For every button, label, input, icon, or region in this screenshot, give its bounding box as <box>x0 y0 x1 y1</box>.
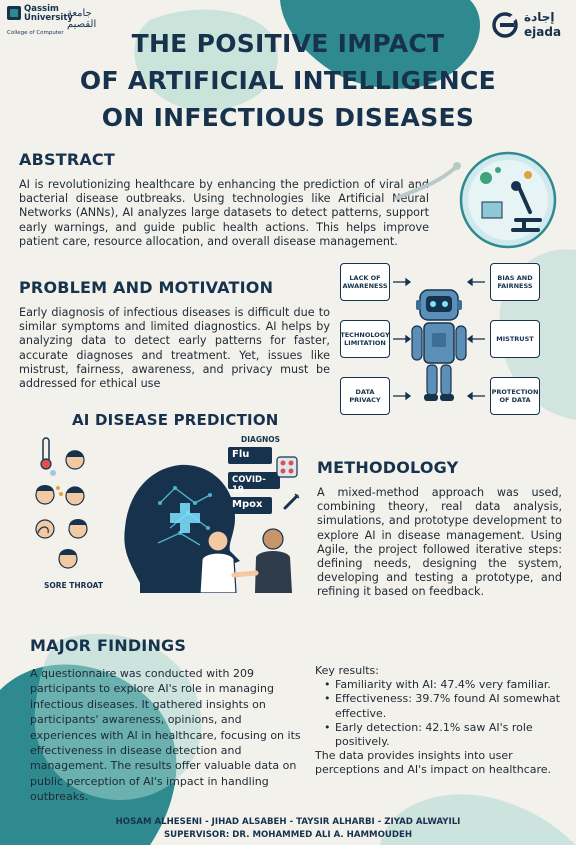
key-result-early-detection: • Early detection: 42.1% saw AI's role positively. <box>315 721 576 749</box>
prediction-illustration <box>30 433 300 593</box>
diagnosis-flu: Flu <box>228 447 272 464</box>
robot-diagram <box>338 258 540 418</box>
findings-heading: MAJOR FINDINGS <box>30 636 187 655</box>
top-mint-blob <box>134 10 278 112</box>
key-result-familiarity: • Familiarity with AI: 47.4% very familiar. <box>315 678 576 692</box>
stethoscope-icon <box>395 160 465 200</box>
microscope-illustration <box>458 150 558 250</box>
box-lack-of-awareness: LACK OF AWARENESS <box>340 263 390 301</box>
qassim-logo-text: Qassim University <box>24 4 73 23</box>
methodology-text: A mixed-method approach was used, combining theory, real data analysis, simulations, and prototype development to explore AI in disease management. Using Agile, the project followed iterative steps: defining needs, designing the system, developing and testing a prototype, and refining it based on feedback. <box>317 486 562 599</box>
key-results-label: Key results: <box>315 664 379 677</box>
box-technology-limitation: TECHNOLOGY LIMITATION <box>340 320 390 358</box>
diagnosis-mpox: Mpox <box>228 497 272 514</box>
qassim-logo-sub: College of Computer <box>7 30 64 36</box>
supervisor-line: SUPERVISOR: DR. MOHAMMED ALI A. HAMMOUDEH <box>163 830 413 840</box>
abstract-heading: ABSTRACT <box>19 150 115 169</box>
problem-text: Early diagnosis of infectious diseases is difficult due to similar symptoms and limited diagnostics. AI helps by analyzing data to detect early patterns for faster, accurate diagnoses and treatment. Yet, issues like mistrust, fairness, awareness, and privacy must be addressed for ethical use <box>19 306 330 391</box>
robot-figure <box>338 258 540 418</box>
box-mistrust: MISTRUST <box>490 320 540 358</box>
syringe-icon <box>282 491 300 511</box>
abstract-text: AI is revolutionizing healthcare by enhancing the prediction of viral and bacterial disease outbreaks. Using technologies like Artificial Neural Networks (ANNs), AI analyzes large datasets to detect patterns, support early warnings, and guide public health actions. This helps improve patient care, resource allocation, and overall disease management. <box>19 178 429 248</box>
key-results-list <box>315 678 576 749</box>
poster-title-line-2: OF ARTIFICIAL INTELLIGENCE <box>79 66 497 95</box>
qassim-logo-arabic: جامعة القصيم <box>67 8 97 30</box>
ejada-logo-text: ejada <box>524 25 562 39</box>
problem-heading: PROBLEM AND MOTIVATION <box>19 278 274 297</box>
key-results-block <box>315 664 576 778</box>
findings-conclusion: The data provides insights into user perceptions and AI's impact on healthcare. <box>315 749 552 777</box>
key-result-effectiveness: • Effectiveness: 39.7% found AI somewhat effective. <box>315 692 576 720</box>
box-bias-and-fairness: BIAS AND FAIRNESS <box>490 263 540 301</box>
prediction-heading: AI DISEASE PREDICTION <box>72 411 279 429</box>
methodology-heading: METHODOLOGY <box>317 458 459 477</box>
symptom-label-sore-throat: SORE THROAT <box>44 581 103 590</box>
diagnos-label: DIAGNOS <box>241 435 281 444</box>
findings-text: A questionnaire was conducted with 209 participants to explore AI's role in managing infectious diseases. It gathered insights on participants' awareness, opinions, and experiences with AI in healthcare, focusing on its effectiveness in disease detection and management. The results offer valuable data on public perception of AI's impact in handling outbreaks. <box>30 667 301 804</box>
authors-line: HOSAM ALHESENI - JIHAD ALSABEH - TAYSIR ALHARBI - ZIYAD ALWAYILI <box>115 817 461 827</box>
box-protection-of-data: PROTECTION OF DATA <box>490 377 540 415</box>
poster-title-line-1: THE POSITIVE IMPACT <box>131 29 445 58</box>
box-data-privacy: DATA PRIVACY <box>340 377 390 415</box>
pill-blister-icon <box>275 455 299 479</box>
poster-title-line-3: ON INFECTIOUS DISEASES <box>101 103 475 132</box>
diagnosis-covid19: COVID-19 <box>228 472 280 489</box>
ejada-logo-arabic: إجادة <box>524 10 555 24</box>
